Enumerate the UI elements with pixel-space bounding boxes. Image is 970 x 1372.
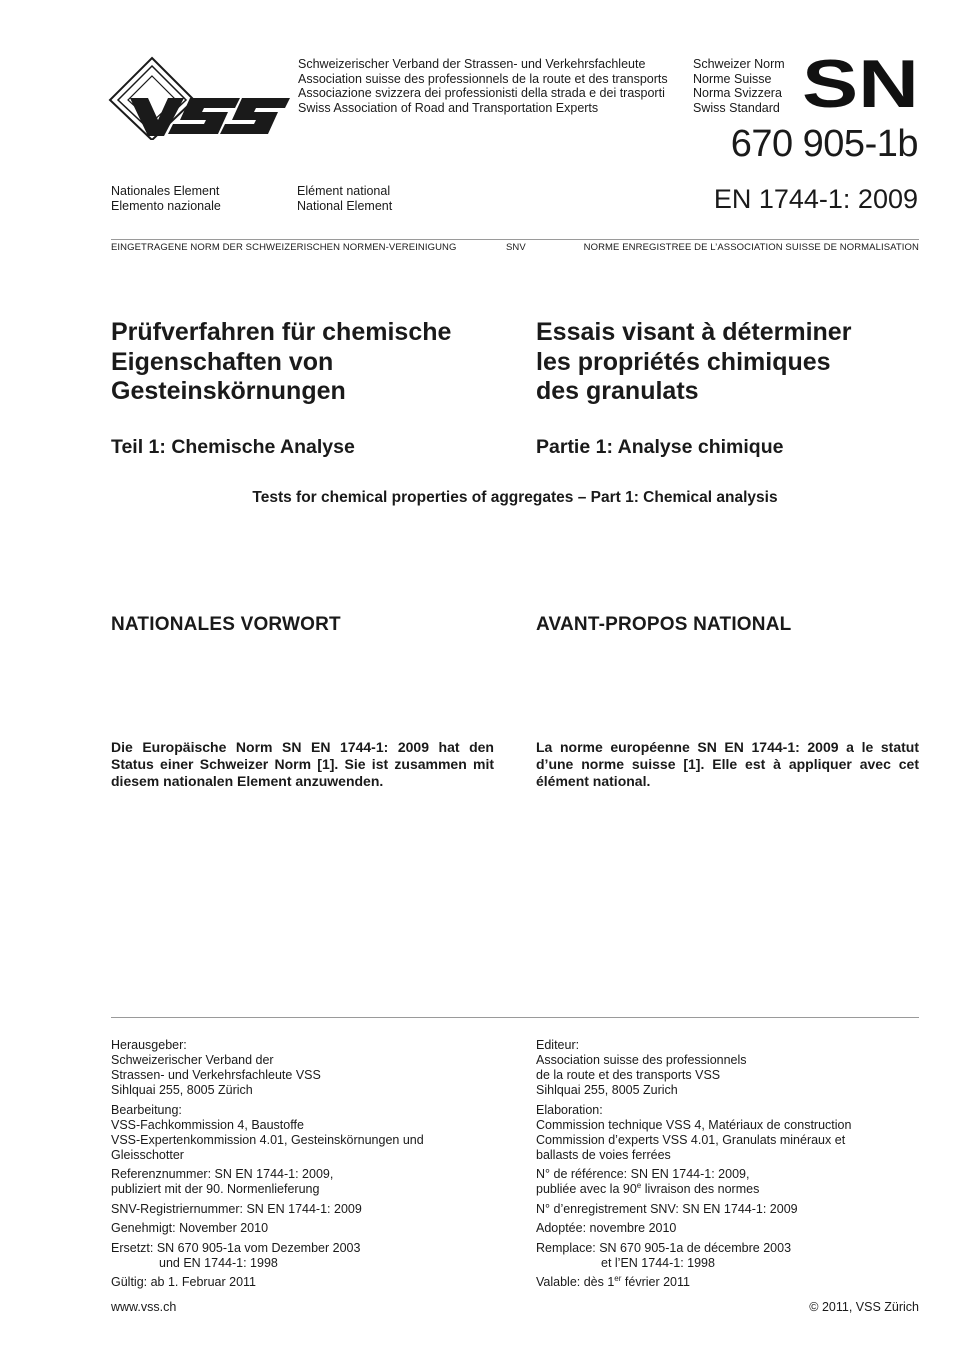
replaces-block-de [111, 1241, 511, 1271]
edit-label: Bearbeitung: [111, 1102, 182, 1117]
reference-line [536, 1182, 919, 1197]
publisher-line: Strassen- und Verkehrsfachleute VSS [111, 1068, 321, 1082]
title-fr-line: des granulats [536, 377, 699, 405]
title-de-line: Gesteinskörnungen [111, 377, 346, 405]
title-en: Tests for chemical properties of aggregates – Part 1: Chemical analysis [252, 489, 778, 506]
imprint-de [111, 1038, 511, 1295]
title-de [111, 318, 451, 407]
edit-block-de [111, 1103, 511, 1163]
national-element-de: Nationales Element [111, 184, 220, 198]
vss-logo [108, 56, 290, 140]
edit-line: Commission technique VSS 4, Matériaux de construction [536, 1117, 852, 1132]
edit-block-fr [536, 1103, 919, 1163]
org-name-it: Associazione svizzera dei professionisti della strada e dei trasporti [298, 86, 665, 100]
registration-snv: SNV [506, 242, 526, 253]
edit-label: Elaboration: [536, 1102, 603, 1117]
title-fr-line: les propriétés chimiques [536, 347, 831, 376]
website-link[interactable]: www.vss.ch [111, 1300, 177, 1314]
valid-text: Valable: dès 1 [536, 1275, 615, 1289]
national-element-fr: Elément national [297, 184, 391, 198]
en-reference: EN 1744-1: 2009 [713, 184, 918, 214]
valid-fr [536, 1275, 919, 1290]
ordinal-suffix: er [614, 1274, 622, 1283]
imprint-divider [111, 1017, 919, 1018]
publisher-line: Sihlquai 255, 8005 Zürich [111, 1083, 253, 1097]
standard-number: 670 905-1b [730, 123, 918, 165]
publisher-line: Sihlquai 255, 8005 Zurich [536, 1083, 678, 1097]
standard-type-fr: Norme Suisse [693, 71, 772, 86]
reference-block-de [111, 1167, 511, 1197]
title-de-line: Prüfverfahren für chemische [111, 318, 452, 346]
edit-line: Gleisschotter [111, 1147, 184, 1162]
foreword-heading-de: NATIONALES VORWORT [111, 614, 341, 635]
national-element-it: Elemento nazionale [111, 198, 221, 213]
foreword-heading-fr: AVANT-PROPOS NATIONAL [536, 614, 792, 635]
svg-text:SN: SN [802, 58, 919, 110]
standard-type-en: Swiss Standard [693, 100, 780, 115]
approved-fr: Adoptée: novembre 2010 [536, 1221, 677, 1235]
replaces-line: Ersetzt: SN 670 905-1a vom Dezember 2003 [111, 1240, 361, 1255]
publisher-line: de la route et des transports VSS [536, 1068, 721, 1082]
ordinal-suffix: e [636, 1181, 642, 1190]
national-element-fr-en [297, 184, 392, 213]
title-fr-line: Essais visant à déterminer [536, 318, 852, 346]
reference-text: livraison des normes [641, 1182, 760, 1196]
replaces-line: Remplace: SN 670 905-1a de décembre 2003 [536, 1240, 792, 1255]
publisher-block-fr [536, 1038, 919, 1098]
org-name-en: Swiss Association of Road and Transportation Experts [298, 100, 599, 115]
replaces-line: und EN 1744-1: 1998 [159, 1255, 278, 1270]
edit-line: VSS-Fachkommission 4, Baustoffe [111, 1117, 304, 1132]
snv-registration-fr: N° d’enregistrement SNV: SN EN 1744-1: 2009 [536, 1201, 798, 1216]
header-divider [111, 239, 919, 240]
part-title-de: Teil 1: Chemische Analyse [111, 436, 355, 458]
imprint-fr [536, 1038, 919, 1295]
title-fr [536, 318, 851, 407]
approved-de: Genehmigt: November 2010 [111, 1221, 269, 1235]
org-name-fr: Association suisse des professionnels de la route et des transports [298, 71, 668, 86]
publisher-label: Editeur: [536, 1038, 580, 1052]
title-de-line: Eigenschaften von [111, 347, 334, 376]
edit-line: Commission d’experts VSS 4.01, Granulats minéraux et [536, 1132, 846, 1147]
registration-fr: NORME ENREGISTREE DE L’ASSOCIATION SUISSE DE NORMALISATION [583, 242, 919, 253]
reference-block-fr [536, 1167, 919, 1197]
reference-line: N° de référence: SN EN 1744-1: 2009, [536, 1167, 750, 1181]
part-title-fr: Partie 1: Analyse chimique [536, 436, 784, 458]
publisher-line: Schweizerischer Verband der [111, 1053, 274, 1067]
org-name-de: Schweizerischer Verband der Strassen- und Verkehrsfachleute [298, 57, 646, 71]
replaces-line: et l’EN 1744-1: 1998 [601, 1255, 715, 1270]
replaces-block-fr [536, 1241, 919, 1271]
publisher-label: Herausgeber: [111, 1038, 187, 1052]
edit-line: VSS-Expertenkommission 4.01, Gesteinskörnungen und [111, 1132, 424, 1147]
publisher-line: Association suisse des professionnels [536, 1053, 747, 1067]
publisher-block-de [111, 1038, 511, 1098]
standard-type-de: Schweizer Norm [693, 57, 785, 71]
valid-text: février 2011 [621, 1275, 690, 1289]
organization-names [298, 57, 668, 115]
standard-type-it: Norma Svizzera [693, 86, 782, 100]
registration-de: EINGETRAGENE NORM DER SCHWEIZERISCHEN NORMEN-VEREINIGUNG [111, 242, 457, 253]
reference-line: Referenznummer: SN EN 1744-1: 2009, [111, 1167, 334, 1181]
snv-registration-de: SNV-Registriernummer: SN EN 1744-1: 2009 [111, 1201, 362, 1216]
national-element-de-it [111, 184, 221, 213]
reference-text: publiée avec la 90 [536, 1182, 637, 1196]
reference-line: publiziert mit der 90. Normenlieferung [111, 1182, 320, 1196]
foreword-text-de: Die Europäische Norm SN EN 1744-1: 2009 hat den Status einer Schweizer Norm [1]. Sie ist zusammen mit diesem nationalen Element anzuwenden. [111, 739, 494, 789]
edit-line: ballasts de voies ferrées [536, 1147, 671, 1162]
copyright: © 2011, VSS Zürich [809, 1300, 919, 1314]
sn-logo [802, 58, 920, 110]
national-element-en: National Element [297, 198, 393, 213]
foreword-text-fr: La norme européenne SN EN 1744-1: 2009 a le statut d’une norme suisse [1]. Elle est à appliquer avec cet élément national. [536, 739, 919, 789]
valid-de: Gültig: ab 1. Februar 2011 [111, 1275, 256, 1289]
standard-type-labels [693, 57, 785, 115]
